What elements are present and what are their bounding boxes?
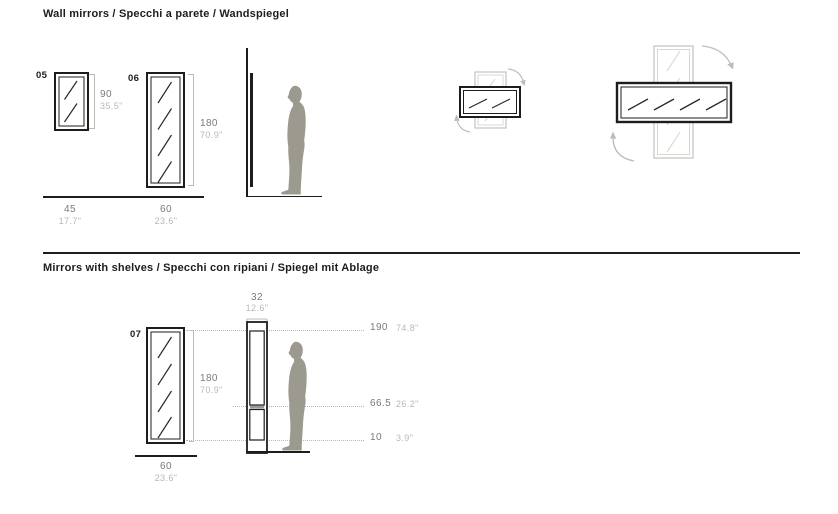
dimension-tick: [188, 74, 193, 75]
person-silhouette: [274, 85, 310, 197]
item-05-code: 05: [36, 70, 48, 81]
mirror-06-front-view: [146, 72, 185, 188]
mirror-07-front-view: [146, 327, 185, 444]
section-title-mirrors-shelves: Mirrors with shelves / Specchi con ripiani / Spiegel mit Ablage: [43, 262, 380, 274]
item-07-code: 07: [130, 329, 142, 340]
baseline-item-07: [135, 455, 197, 457]
dimension-tick: [189, 330, 194, 331]
person-silhouette: [275, 341, 311, 453]
height-dimension-line-06: [193, 74, 194, 186]
baseline-top-section: [43, 196, 204, 198]
item-07-depth-cm: 32: [251, 292, 263, 303]
level-10-in: 3.9": [396, 433, 414, 443]
mirror-horizontal-large: [617, 83, 731, 122]
item-05-height-cm: 90: [100, 89, 112, 100]
level-66-in: 26.2": [396, 399, 419, 409]
mirror-profile-bar: [250, 73, 253, 187]
wall-line: [246, 48, 248, 197]
item-05-width-cm: 45: [64, 204, 76, 215]
item-06-height-in: 70.9": [200, 130, 223, 140]
level-10-cm: 10: [370, 432, 382, 443]
dimension-tick: [89, 74, 94, 75]
height-dimension-line-05: [94, 74, 95, 129]
leader-line-level-190: [186, 330, 364, 331]
section-title-wall-mirrors: Wall mirrors / Specchi a parete / Wandspiegel: [43, 8, 289, 20]
rotation-diagram-small: [448, 63, 532, 139]
dimension-tick: [189, 441, 194, 442]
item-06-width-in: 23.6": [154, 216, 178, 226]
dimension-tick: [89, 128, 94, 129]
item-07-depth-in: 12.6": [245, 303, 269, 313]
height-dimension-line-07: [193, 330, 194, 442]
rotation-diagram-large: [598, 40, 746, 168]
section-divider: [43, 252, 800, 254]
dimension-tick: [188, 185, 193, 186]
level-66-cm: 66.5: [370, 398, 392, 409]
item-05-width-in: 17.7": [58, 216, 82, 226]
unit-upper-mirror-panel: [250, 331, 264, 405]
unit-shelf: [250, 406, 264, 409]
item-05-height-in: 35.5": [100, 101, 123, 111]
mirror-horizontal-small: [460, 87, 520, 117]
mirror-05-front-view: [54, 72, 89, 131]
item-07-width-in: 23.6": [154, 473, 178, 483]
level-190-in: 74.8": [396, 323, 419, 333]
item-07-height-cm: 180: [200, 373, 218, 384]
item-06-height-cm: 180: [200, 118, 218, 129]
item-06-width-cm: 60: [160, 204, 172, 215]
item-07-width-cm: 60: [160, 461, 172, 472]
item-06-code: 06: [128, 73, 140, 84]
shelf-unit-side-view: [244, 315, 272, 455]
item-07-height-in: 70.9": [200, 385, 223, 395]
mirror-05-frame: [55, 73, 88, 130]
level-190-cm: 190: [370, 322, 388, 333]
unit-lower-panel: [250, 410, 264, 441]
